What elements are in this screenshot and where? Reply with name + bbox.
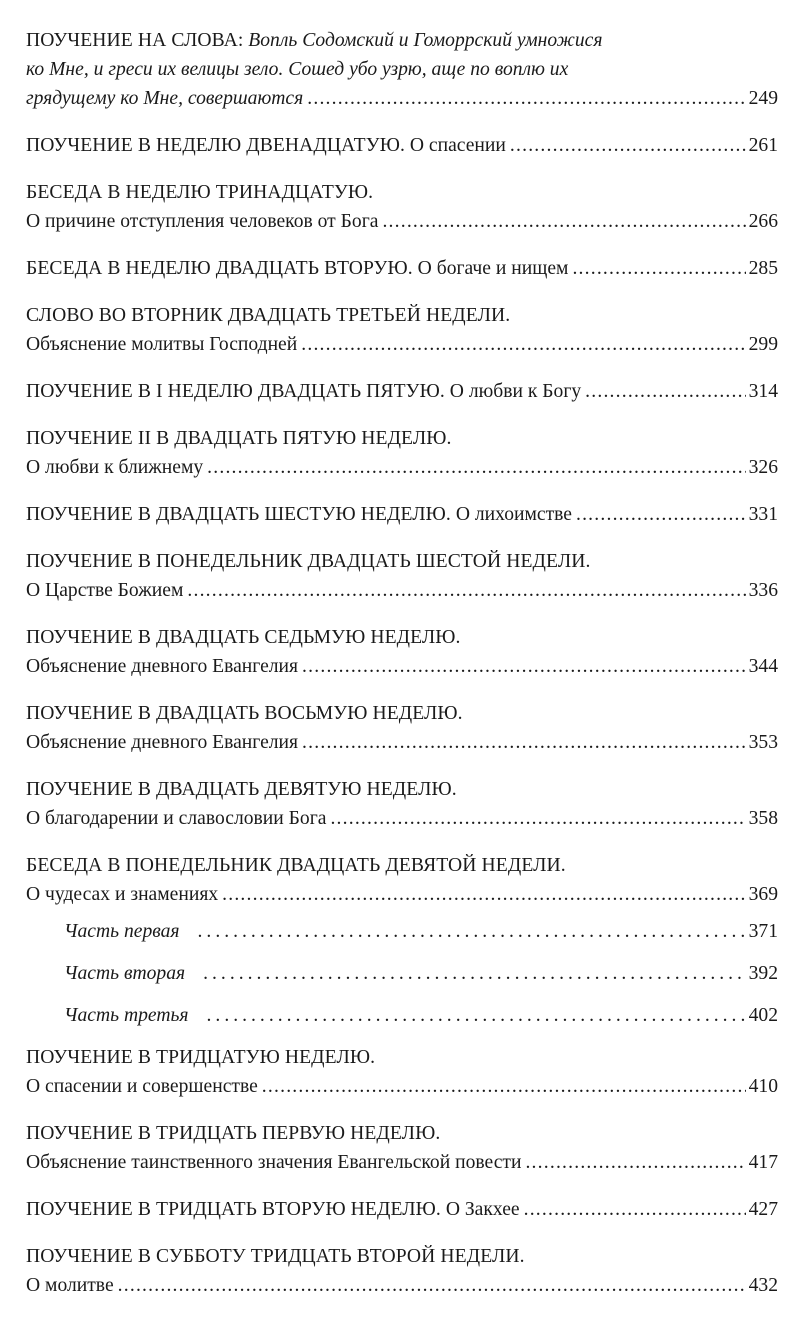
toc-entry — [26, 699, 778, 757]
toc-entry — [26, 301, 778, 359]
page-number: 299 — [748, 334, 778, 355]
entry-title: БЕСЕДА В ПОНЕДЕЛЬНИК ДВАДЦАТЬ ДЕВЯТОЙ НЕДЕЛИ. — [26, 855, 566, 876]
toc-entry — [26, 500, 778, 529]
page-number: 261 — [748, 135, 778, 156]
toc-subentry — [26, 917, 778, 946]
table-of-contents — [26, 26, 778, 1318]
entry-title: ПОУЧЕНИЕ В ДВАДЦАТЬ ВОСЬМУЮ НЕДЕЛЮ. — [26, 703, 463, 724]
toc-entry — [26, 254, 778, 283]
toc-row — [26, 1072, 778, 1101]
toc-row — [26, 500, 778, 529]
entry-title: ПОУЧЕНИЕ В ДВАДЦАТЬ ШЕСТУЮ НЕДЕЛЮ. — [26, 504, 451, 525]
dot-leader — [302, 652, 746, 681]
dot-leader — [262, 1072, 746, 1101]
toc-row — [64, 917, 778, 946]
dot-leader — [207, 1001, 746, 1030]
dot-leader — [207, 453, 745, 482]
entry-subtitle: О богаче и нищем — [417, 258, 569, 279]
dot-leader — [585, 377, 745, 406]
page-number: 427 — [748, 1199, 778, 1220]
toc-entry — [26, 1242, 778, 1300]
entry-italic-line: ко Мне, и греси их велицы зело. Сошед убо узрю, аще по воплю их — [26, 59, 569, 80]
page-number: 326 — [748, 457, 778, 478]
dot-leader — [203, 959, 745, 988]
toc-entry — [26, 547, 778, 605]
dot-leader — [382, 207, 745, 236]
entry-title: ПОУЧЕНИЕ В ТРИДЦАТЬ ВТОРУЮ НЕДЕЛЮ. — [26, 1199, 441, 1220]
part-label: Часть вторая — [64, 963, 186, 984]
dot-leader — [222, 880, 745, 909]
toc-entry — [26, 424, 778, 482]
page-number: 369 — [748, 884, 778, 905]
entry-subtitle: О любви к ближнему — [26, 457, 204, 478]
toc-entry — [26, 377, 778, 406]
toc-entry — [26, 131, 778, 160]
toc-row — [26, 1148, 778, 1177]
page-number: 344 — [748, 656, 778, 677]
page-number: 417 — [748, 1152, 778, 1173]
toc-entry — [26, 1043, 778, 1101]
dot-leader — [307, 84, 745, 113]
page-number: 314 — [748, 381, 778, 402]
part-label: Часть третья — [64, 1005, 189, 1026]
toc-row — [26, 804, 778, 833]
dot-leader — [198, 917, 746, 946]
toc-row — [26, 207, 778, 236]
entry-subtitle: О чудесах и знамениях — [26, 884, 219, 905]
entry-subtitle: Объяснение таинственного значения Евангельской повести — [26, 1152, 522, 1173]
page-number: 331 — [748, 504, 778, 525]
dot-leader — [524, 1195, 746, 1224]
toc-row — [26, 84, 778, 113]
entry-title: ПОУЧЕНИЕ В СУББОТУ ТРИДЦАТЬ ВТОРОЙ НЕДЕЛИ. — [26, 1246, 525, 1267]
toc-row — [26, 728, 778, 757]
toc-entry — [26, 26, 778, 113]
entry-subtitle: О причине отступления человеков от Бога — [26, 211, 379, 232]
entry-title: ПОУЧЕНИЕ В I НЕДЕЛЮ ДВАДЦАТЬ ПЯТУЮ. — [26, 381, 445, 402]
entry-title: ПОУЧЕНИЕ II В ДВАДЦАТЬ ПЯТУЮ НЕДЕЛЮ. — [26, 428, 452, 449]
toc-entry — [26, 775, 778, 833]
dot-leader — [572, 254, 745, 283]
dot-leader — [330, 804, 745, 833]
part-label: Часть первая — [64, 921, 180, 942]
toc-subentries — [26, 917, 778, 1030]
page-number: 353 — [748, 732, 778, 753]
entry-title: ПОУЧЕНИЕ В НЕДЕЛЮ ДВЕНАДЦАТУЮ. — [26, 135, 405, 156]
entry-subtitle: О благодарении и славословии Бога — [26, 808, 327, 829]
entry-title: ПОУЧЕНИЕ В ДВАДЦАТЬ ДЕВЯТУЮ НЕДЕЛЮ. — [26, 779, 457, 800]
toc-row — [26, 1271, 778, 1300]
toc-row — [26, 377, 778, 406]
toc-entry — [26, 1195, 778, 1224]
entry-subtitle: О спасении — [409, 135, 506, 156]
page-number: 336 — [748, 580, 778, 601]
toc-entry — [26, 178, 778, 236]
entry-subtitle: О Царстве Божием — [26, 580, 184, 601]
page-number: 392 — [748, 963, 778, 984]
entry-subtitle: О любви к Богу — [449, 381, 582, 402]
toc-entry — [26, 1119, 778, 1177]
entry-title: ПОУЧЕНИЕ В ПОНЕДЕЛЬНИК ДВАДЦАТЬ ШЕСТОЙ НЕДЕЛИ. — [26, 551, 591, 572]
page-number: 371 — [748, 921, 778, 942]
toc-row — [64, 1001, 778, 1030]
entry-subtitle: О молитве — [26, 1275, 114, 1296]
dot-leader — [525, 1148, 745, 1177]
page-number: 266 — [748, 211, 778, 232]
dot-leader — [510, 131, 746, 160]
page-number: 249 — [748, 88, 778, 109]
entry-subtitle: О Закхее — [445, 1199, 520, 1220]
entry-subtitle: О лихоимстве — [455, 504, 572, 525]
page-number: 402 — [748, 1005, 778, 1026]
page-number: 432 — [748, 1275, 778, 1296]
entry-title: ПОУЧЕНИЕ В ТРИДЦАТУЮ НЕДЕЛЮ. — [26, 1047, 376, 1068]
entry-italic-line: Вопль Содомский и Гоморрский умножися — [248, 30, 603, 51]
toc-subentry — [26, 1001, 778, 1030]
dot-leader — [118, 1271, 746, 1300]
entry-title: БЕСЕДА В НЕДЕЛЮ ДВАДЦАТЬ ВТОРУЮ. — [26, 258, 413, 279]
entry-subtitle: Объяснение дневного Евангелия — [26, 656, 299, 677]
toc-row — [26, 254, 778, 283]
dot-leader — [302, 728, 746, 757]
toc-row — [26, 131, 778, 160]
toc-row — [26, 652, 778, 681]
entry-title: СЛОВО ВО ВТОРНИК ДВАДЦАТЬ ТРЕТЬЕЙ НЕДЕЛИ. — [26, 305, 511, 326]
toc-row — [26, 880, 778, 909]
entry-subtitle: Объяснение дневного Евангелия — [26, 732, 299, 753]
dot-leader — [187, 576, 745, 605]
toc-entry — [26, 623, 778, 681]
page-number: 358 — [748, 808, 778, 829]
toc-row — [26, 453, 778, 482]
toc-subentry — [26, 959, 778, 988]
toc-row — [26, 576, 778, 605]
page-number: 410 — [748, 1076, 778, 1097]
page-number: 285 — [748, 258, 778, 279]
dot-leader — [301, 330, 745, 359]
entry-subtitle: О спасении и совершенстве — [26, 1076, 258, 1097]
toc-row — [26, 1195, 778, 1224]
toc-row — [26, 330, 778, 359]
entry-italic-line: грядущему ко Мне, совершаются — [26, 88, 304, 109]
entry-title: ПОУЧЕНИЕ В ТРИДЦАТЬ ПЕРВУЮ НЕДЕЛЮ. — [26, 1123, 441, 1144]
entry-title: ПОУЧЕНИЕ В ДВАДЦАТЬ СЕДЬМУЮ НЕДЕЛЮ. — [26, 627, 461, 648]
toc-row — [64, 959, 778, 988]
dot-leader — [576, 500, 746, 529]
toc-entry — [26, 851, 778, 909]
entry-subtitle: Объяснение молитвы Господней — [26, 334, 298, 355]
entry-title: ПОУЧЕНИЕ НА СЛОВА: — [26, 30, 244, 51]
entry-title: БЕСЕДА В НЕДЕЛЮ ТРИНАДЦАТУЮ. — [26, 182, 374, 203]
